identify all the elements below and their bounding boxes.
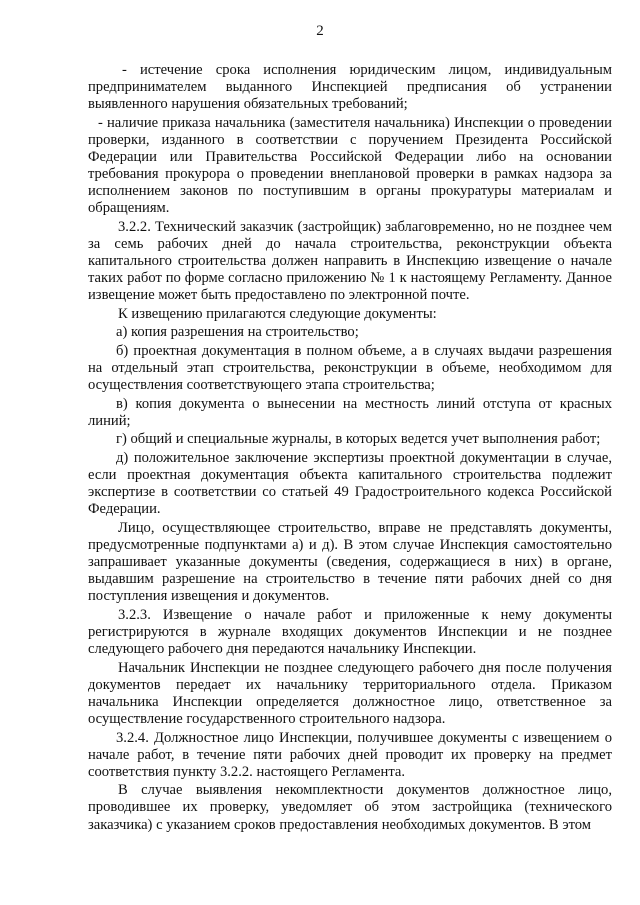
paragraph-attachments-intro: К извещению прилагаются следующие документы: <box>118 305 437 322</box>
paragraph-3-2-2: 3.2.2. Технический заказчик (застройщик) заблаговременно, но не позднее чем за семь рабочих дней до начала строительства, реконструкции объекта капитального строительства должен направить в Инспекцию извещение о начале таких работ по форме согласно приложению № 1 к настоящему Регламенту. Данное извещение может быть предоставлено по электронной почте. <box>88 218 612 304</box>
page-number: 2 <box>316 23 324 39</box>
document-body <box>88 62 612 835</box>
list-item-b: б) проектная документация в полном объеме, а в случаях выдачи разрешения на отдельный этап строительства, реконструкции в объеме, необходимом для осуществления соответствующего этапа строительства; <box>88 343 612 394</box>
paragraph-3-2-3: 3.2.3. Извещение о начале работ и приложенные к нему документы регистрируются в журнале входящих документов Инспекции и не позднее следующего рабочего дня передаются начальнику Инспекции. <box>88 606 612 658</box>
list-item-g: г) общий и специальные журналы, в которых ведется учет выполнения работ; <box>116 431 601 448</box>
paragraph-deadline-expiry: - истечение срока исполнения юридическим лицом, индивидуальным предпринимателем выданного Инспекцией предписания об устранении выявленного нарушения обязательных требований; <box>88 62 612 113</box>
paragraph-builder-rights: Лицо, осуществляющее строительство, вправе не представлять документы, предусмотренные подпунктами а) и д). В этом случае Инспекция самостоятельно запрашивает указанные документы (сведения, содержащиеся в них) в органе, выдавшим разрешение на строительство в течение пяти рабочих дней со дня поступления извещения и документов. <box>88 519 612 605</box>
paragraph-order-presence: - наличие приказа начальника (заместителя начальника) Инспекции о проведении проверки, изданного в соответствии с поручением Президента Российской Федерации или Правительства Российской Федерации либо на основании требования прокурора о проведении внеплановой проверки в рамках надзора за исполнением законов по поступившим в органы прокуратуры материалам и обращениям. <box>88 114 612 217</box>
list-item-v: в) копия документа о вынесении на местность линий отступа от красных линий; <box>88 395 612 429</box>
list-item-d: д) положительное заключение экспертизы проектной документации в случае, если проектная документация объекта капитального строительства подлежит экспертизе в соответствии со статьей 49 Градостроительного кодекса Российской Федерации. <box>88 450 612 518</box>
paragraph-3-2-4: 3.2.4. Должностное лицо Инспекции, получившее документы с извещением о начале работ, в течение пяти рабочих дней проводит их проверку на предмет соответствия пункту 3.2.2. настоящего Регламента. <box>88 729 612 780</box>
paragraph-head-transfer: Начальник Инспекции не позднее следующего рабочего дня после получения документов передает их начальнику территориального отдела. Приказом начальника Инспекции определяется должностное лицо, ответственное за осуществление государственного строительного надзора. <box>88 659 612 727</box>
list-item-a: а) копия разрешения на строительство; <box>116 324 359 341</box>
paragraph-incomplete-docs: В случае выявления некомплектности документов должностное лицо, проводившее их проверку, уведомляет об этом застройщика (технического заказчика) с указанием сроков предоставления необходимых документов. В этом <box>88 782 612 833</box>
